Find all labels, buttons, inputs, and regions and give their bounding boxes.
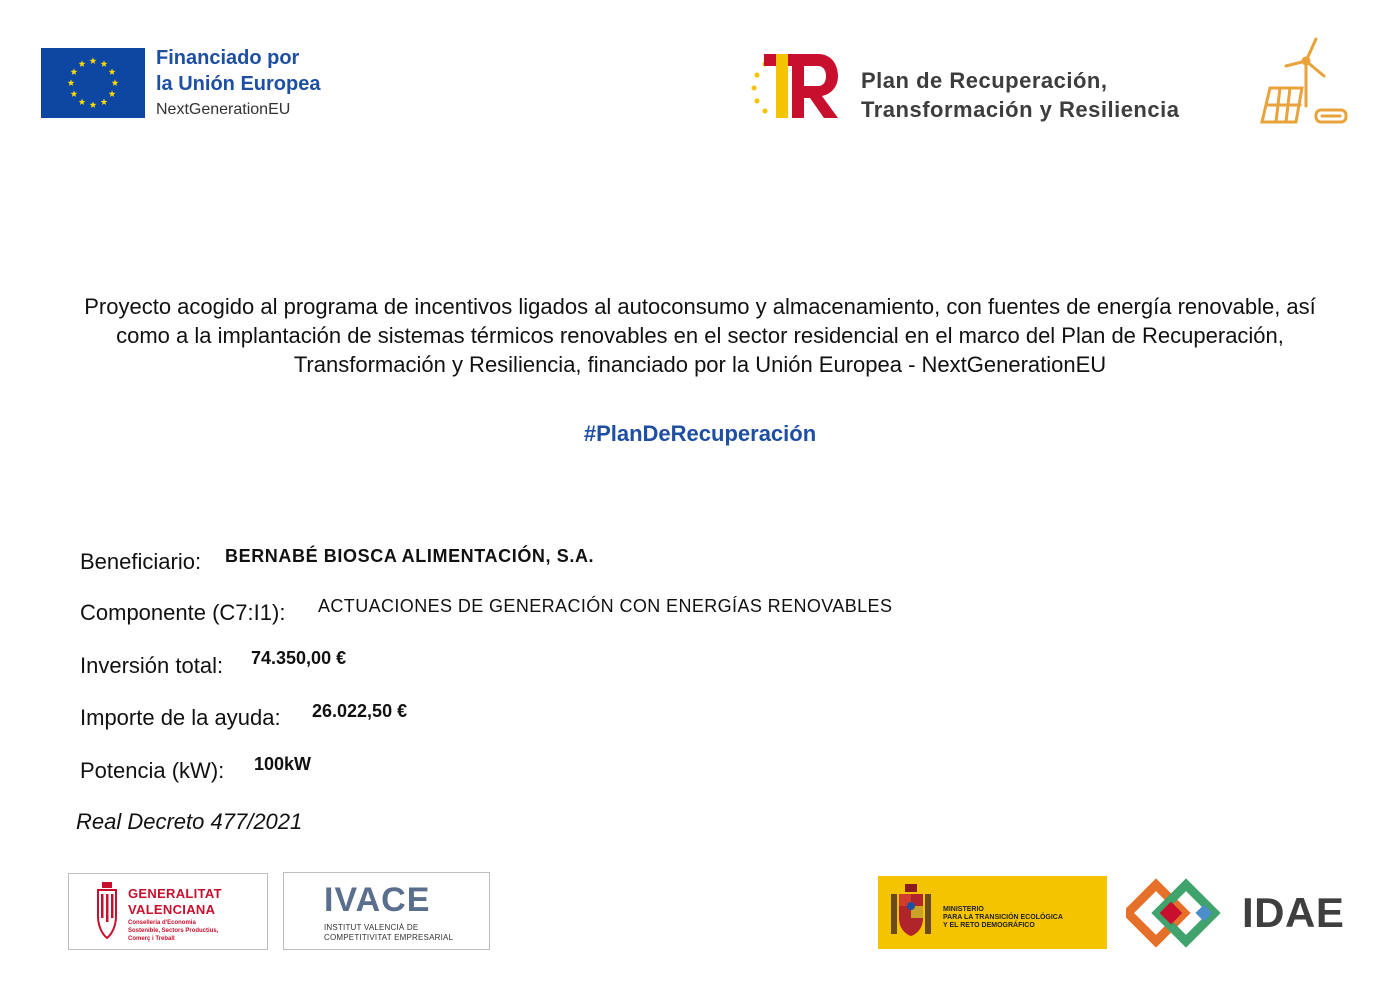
aid-amount-value: 26.022,50 € [312, 701, 408, 721]
aid-amount-label: Importe de la ayuda: [80, 705, 281, 730]
total-investment-label: Inversión total: [80, 653, 224, 678]
ministry-line2: PARA LA TRANSICIÓN ECOLÓGICA [943, 914, 1063, 921]
gva-name-line1: GENERALITAT [128, 886, 222, 901]
gva-department-line2: Sostenible, Sectors Productius, [128, 928, 219, 934]
component-label: Componente (C7:I1): [80, 600, 286, 625]
eu-funding-line1: Financiado por [156, 47, 300, 69]
gva-name-line2: VALENCIANA [128, 902, 216, 917]
gva-emblem-icon [94, 880, 120, 942]
idae-logo-text: IDAE [1242, 889, 1345, 936]
hashtag: #PlanDeRecuperación [583, 421, 817, 446]
total-investment-value: 74.350,00 € [251, 648, 347, 668]
spain-coat-of-arms-icon [887, 882, 935, 942]
ivace-subtitle-line1: INSTITUT VALENCIÀ DE [324, 923, 419, 932]
project-description: Proyecto acogido al programa de incentivos ligados al autoconsumo y almacenamiento, con fuentes de energía renovable, así como a la implantación de sistemas térmicos renovables en el sector residencial en el marco del Plan de Recuperación, Transformación y Resiliencia, financiado por la Unión Europea - NextGenerationEU [84, 294, 1316, 377]
ivace-subtitle-line2: COMPETITIVITAT EMPRESARIAL [324, 933, 454, 942]
tr-logo-icon [748, 48, 840, 122]
wind-solar-icon [1256, 36, 1351, 128]
royal-decree: Real Decreto 477/2021 [76, 809, 303, 834]
prtr-title-line1: Plan de Recuperación, [861, 68, 1108, 93]
beneficiary-value: BERNABÉ BIOSCA ALIMENTACIÓN, S.A. [225, 546, 595, 566]
eu-flag-icon [41, 48, 145, 118]
eu-funding-line3: NextGenerationEU [156, 101, 291, 118]
eu-funding-line2: la Unión Europea [156, 73, 321, 95]
gva-department-line3: Comerç i Treball [128, 936, 175, 942]
power-label: Potencia (kW): [80, 758, 225, 783]
ministry-line1: MINISTERIO [943, 906, 984, 913]
component-value: ACTUACIONES DE GENERACIÓN CON ENERGÍAS RENOVABLES [318, 596, 893, 616]
gva-department-line1: Conselleria d'Economia [128, 920, 196, 926]
ministry-line3: Y EL RETO DEMOGRÁFICO [943, 922, 1035, 929]
ivace-logo-text: IVACE [324, 881, 431, 919]
power-value: 100kW [254, 754, 312, 774]
prtr-title-line2: Transformación y Resiliencia [861, 97, 1180, 122]
beneficiary-label: Beneficiario: [80, 549, 202, 574]
idae-interlocked-squares-icon [1126, 877, 1232, 949]
